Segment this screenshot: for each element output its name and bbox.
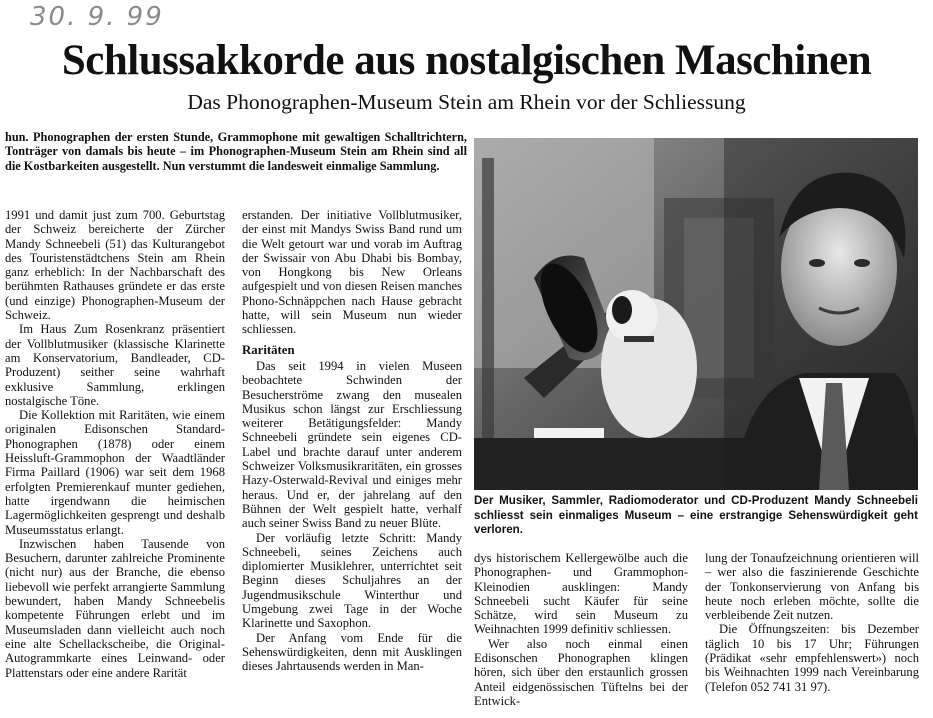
paragraph: lung der Tonaufzeichnung orientieren will – wer also die faszinierende Geschichte der Tonkonservierung von Anfang bis heute noch erleben möchte, sollte die verbleibende Zeit nutzen.: [705, 551, 919, 623]
handwritten-date: 30. 9. 99: [30, 2, 164, 32]
paragraph: Die Kollektion mit Raritäten, wie einem originalen Edisonschen Standard-Phonographen (1878) oder einem Heissluft-Grammophon der Waadtländer Firma Paillard (1906) war seit dem 1968 erfolgten Premierenkauf munter gediehen, hatte irgendwann die heimischen Lagermöglichkeiten gesprengt und deshalb Museumsstatus erlangt.: [5, 408, 225, 537]
article-column-4: [705, 551, 919, 694]
lead-paragraph: hun. Phonographen der ersten Stunde, Grammophone mit gewaltigen Schalltrichtern, Tonträger von damals bis heute – im Phonographen-Museum Stein am Rhein sind all die Kostbarkeiten ausgestellt. Nun verstummt die landesweit einmalige Sammlung.: [5, 130, 467, 173]
paragraph: Wer also noch einmal einen Edisonschen Phonographen klingen hören, sich über den erstaunlich grossen Anteil eidgenössischen Tüftelns bei der Entwick-: [474, 636, 688, 708]
paragraph: dys historischem Kellergewölbe auch die Phonographen- und Grammophon-Kleinodien ausklingen: Mandy Schneebeli sucht Käufer für seine Schätze, wird sein Museum zu Weihnachten 1999 definitiv schliessen.: [474, 551, 688, 637]
paragraph: erstanden. Der initiative Vollblutmusiker, der einst mit Mandys Swiss Band rund um die Welt getourt war und vorab im Auftrag der Swissair von Abu Dhabi bis Bombay, von Hongkong bis New Orleans aufgespielt und von diesen Reisen manches Phono-Schnäppchen nach Hause gebracht hatte, will sein Museum nun wieder schliessen.: [242, 208, 462, 337]
headline: Schlussakkorde aus nostalgischen Maschinen: [61, 37, 872, 84]
paragraph: Im Haus Zum Rosenkranz präsentiert der Vollblutmusiker (klassische Klarinette am Konservatorium, Bandleader, CD-Produzent) seither seine wahrhaft exklusive Sammlung, erklingen nostalgische Töne.: [5, 322, 225, 408]
paragraph: 1991 und damit just zum 700. Geburtstag der Schweiz bereicherte der Zürcher Mandy Schneebeli (51) das Kulturangebot des Touristenstädtchens Stein am Rhein ganz erheblich: In der Nachbarschaft des berühmten Rathauses gründete er das erste (und einzige) Phonographen-Museum der Schweiz.: [5, 208, 225, 323]
paragraph: Das seit 1994 in vielen Museen beobachtete Schwinden der Besucherströme zwang den musealen Musikus schon längst zur Erschliessung weiterer Betätigungsfelder: Mandy Schneebeli gründete sein eigenes CD-Label und brachte darauf unter anderem Schweizer Volksmusikraritäten, ein grosses Hazy-Osterwald-Revival und einiges mehr heraus. Und er, der jahrelang auf den Bühnen der Welt gespielt hatte, verhalf auch seiner Swiss Band zu neuer Blüte.: [242, 358, 462, 531]
paragraph: Der vorläufig letzte Schritt: Mandy Schneebeli, seines Zeichens auch diplomierter Musiklehrer, unterrichtet seit Beginn dieses Schuljahres an der Jugendmusikschule Winterthur und Umgebung zwei Tage in der Woche Klarinette und Saxophon.: [242, 530, 462, 631]
photo-musician-with-gramophone-and-dog-icon: [474, 138, 918, 490]
article-photo: [474, 138, 918, 490]
subheadline: Das Phonographen-Museum Stein am Rhein vor der Schliessung: [187, 90, 746, 114]
photo-caption: Der Musiker, Sammler, Radiomoderator und CD-Produzent Mandy Schneebeli schliesst sein einmaliges Museum – eine erstrangige Sehenswürdigkeit geht verloren.: [474, 494, 918, 536]
article-column-2: [242, 208, 462, 674]
paragraph: Inzwischen haben Tausende von Besuchern, darunter zahlreiche Prominente (nicht nur) aus der Branche, die ebenso liebevoll wie perfekt arrangierte Sammlung bewundert, haben Mandy Schneebelis kompetente Führungen erlebt und im Museumsladen dann vielleicht auch noch eine alte Schellackscheibe, die Original-Autogrammkarte eines Leinwand- oder Plattenstars oder eine andere Rarität: [5, 536, 225, 680]
article-column-1: [5, 208, 225, 680]
section-heading: Raritäten: [242, 342, 295, 357]
paragraph: Die Öffnungszeiten: bis Dezember täglich 10 bis 17 Uhr; Führungen (Prädikat «sehr empfehlenswert») noch bis Weihnachten 1999 nach Vereinbarung (Telefon 052 741 31 97).: [705, 622, 919, 694]
paragraph: Der Anfang vom Ende für die Sehenswürdigkeiten, denn mit Ausklingen dieses Jahrtausends werden in Man-: [242, 630, 462, 674]
article-column-3: [474, 551, 688, 708]
